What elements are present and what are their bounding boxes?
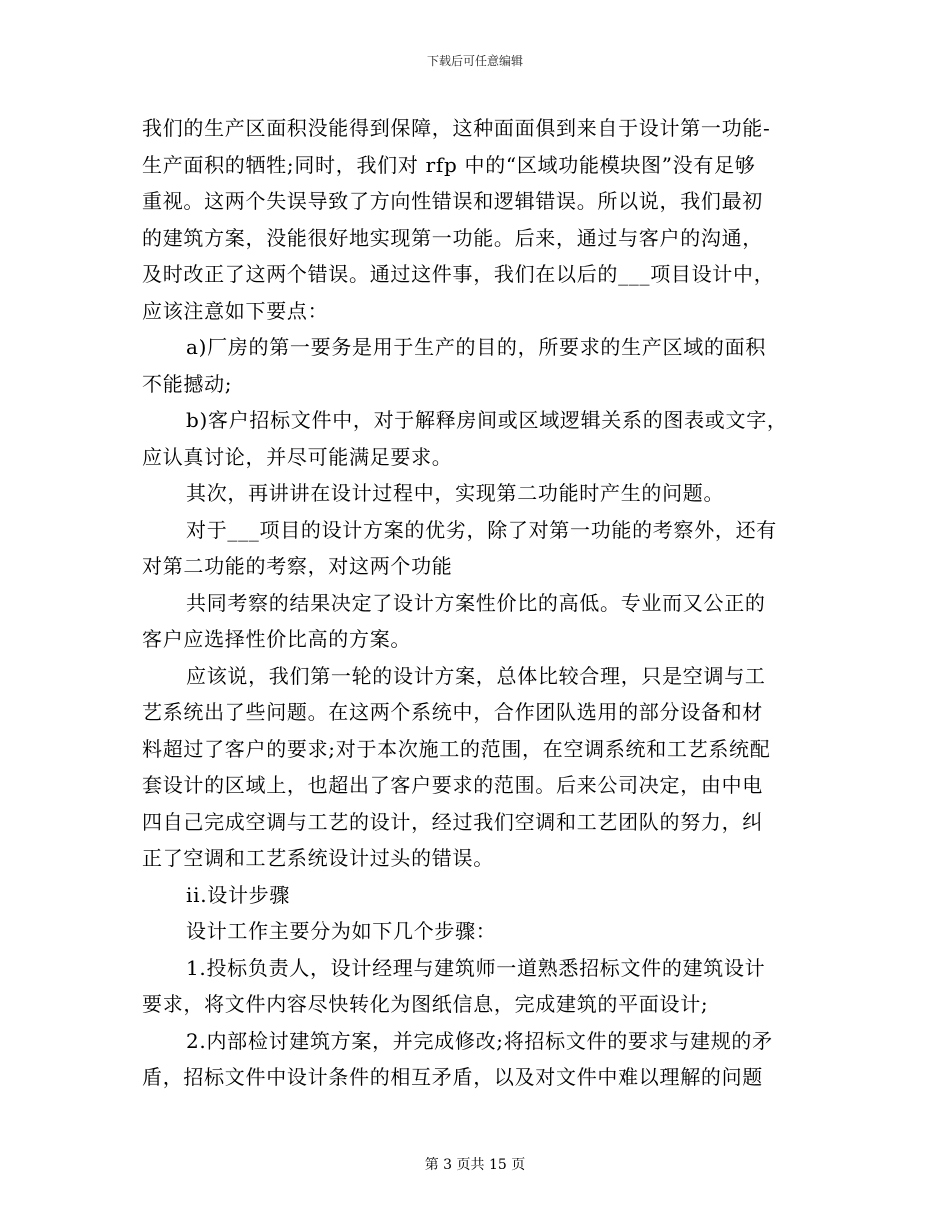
text-line: 正了空调和工艺系统设计过头的错误。	[142, 846, 494, 870]
document-body	[142, 110, 808, 1096]
text-line: 客户应选择性价比高的方案。	[142, 627, 412, 651]
text-line: 对第二功能的考察，对这两个功能	[142, 554, 453, 578]
text-line: 应认真讨论，并尽可能满足要求。	[142, 444, 453, 469]
text-line: 设计工作主要分为如下几个步骤：	[186, 919, 497, 943]
text-line: 共同考察的结果决定了设计方案性价比的高低。专业而又公正的	[186, 590, 766, 615]
page-number: 第 3 页共 15 页	[424, 1157, 526, 1173]
text-line: b)客户招标文件中，对于解释房间或区域逻辑关系的图表或文字，	[186, 408, 788, 432]
text-line: 四自己完成空调与工艺的设计，经过我们空调和工艺团队的努力，纠	[142, 809, 763, 834]
text-line: 应该说，我们第一轮的设计方案，总体比较合理，只是空调与工	[186, 663, 766, 688]
text-line: 其次，再讲讲在设计过程中，实现第二功能时产生的问题。	[186, 481, 725, 505]
text-line: 盾，招标文件中设计条件的相互矛盾，以及对文件中难以理解的问题	[142, 1065, 763, 1089]
header-note: 下载后可任意编辑	[426, 54, 523, 68]
text-line: ii.设计步骤	[186, 882, 291, 907]
text-line: 料超过了客户的要求;对于本次施工的范围，在空调系统和工艺系统配	[142, 736, 771, 761]
text-line: 及时改正了这两个错误。通过这件事，我们在以后的___项目设计中，	[142, 262, 775, 286]
page-header	[0, 54, 950, 68]
text-line: 2.内部检讨建筑方案，并完成修改;将招标文件的要求与建规的矛	[186, 1028, 773, 1053]
text-line: 应该注意如下要点：	[142, 298, 329, 323]
text-line: 我们的生产区面积没能得到保障，这种面面俱到来自于设计第一功能-	[142, 116, 771, 140]
text-line: 艺系统出了些问题。在这两个系统中，合作团队选用的部分设备和材	[142, 700, 763, 724]
text-line: 套设计的区域上，也超出了客户要求的范围。后来公司决定，由中电	[142, 773, 763, 797]
text-line: 的建筑方案，没能很好地实现第一功能。后来，通过与客户的沟通，	[142, 225, 763, 250]
text-line: 1.投标负责人，设计经理与建筑师一道熟悉招标文件的建筑设计	[186, 955, 766, 980]
text-line: a)厂房的第一要务是用于生产的目的，所要求的生产区域的面积	[186, 335, 767, 359]
text-line: 生产面积的牺牲;同时，我们对 rfp 中的“区域功能模块图”没有足够	[142, 152, 756, 177]
text-line: 要求，将文件内容尽快转化为图纸信息，完成建筑的平面设计;	[142, 992, 709, 1016]
page-footer	[0, 1156, 950, 1174]
text-line: 不能撼动;	[142, 371, 233, 396]
text-line: 对于___项目的设计方案的优劣，除了对第一功能的考察外，还有	[186, 517, 777, 542]
text-line: 重视。这两个失误导致了方向性错误和逻辑错误。所以说，我们最初	[142, 189, 763, 213]
